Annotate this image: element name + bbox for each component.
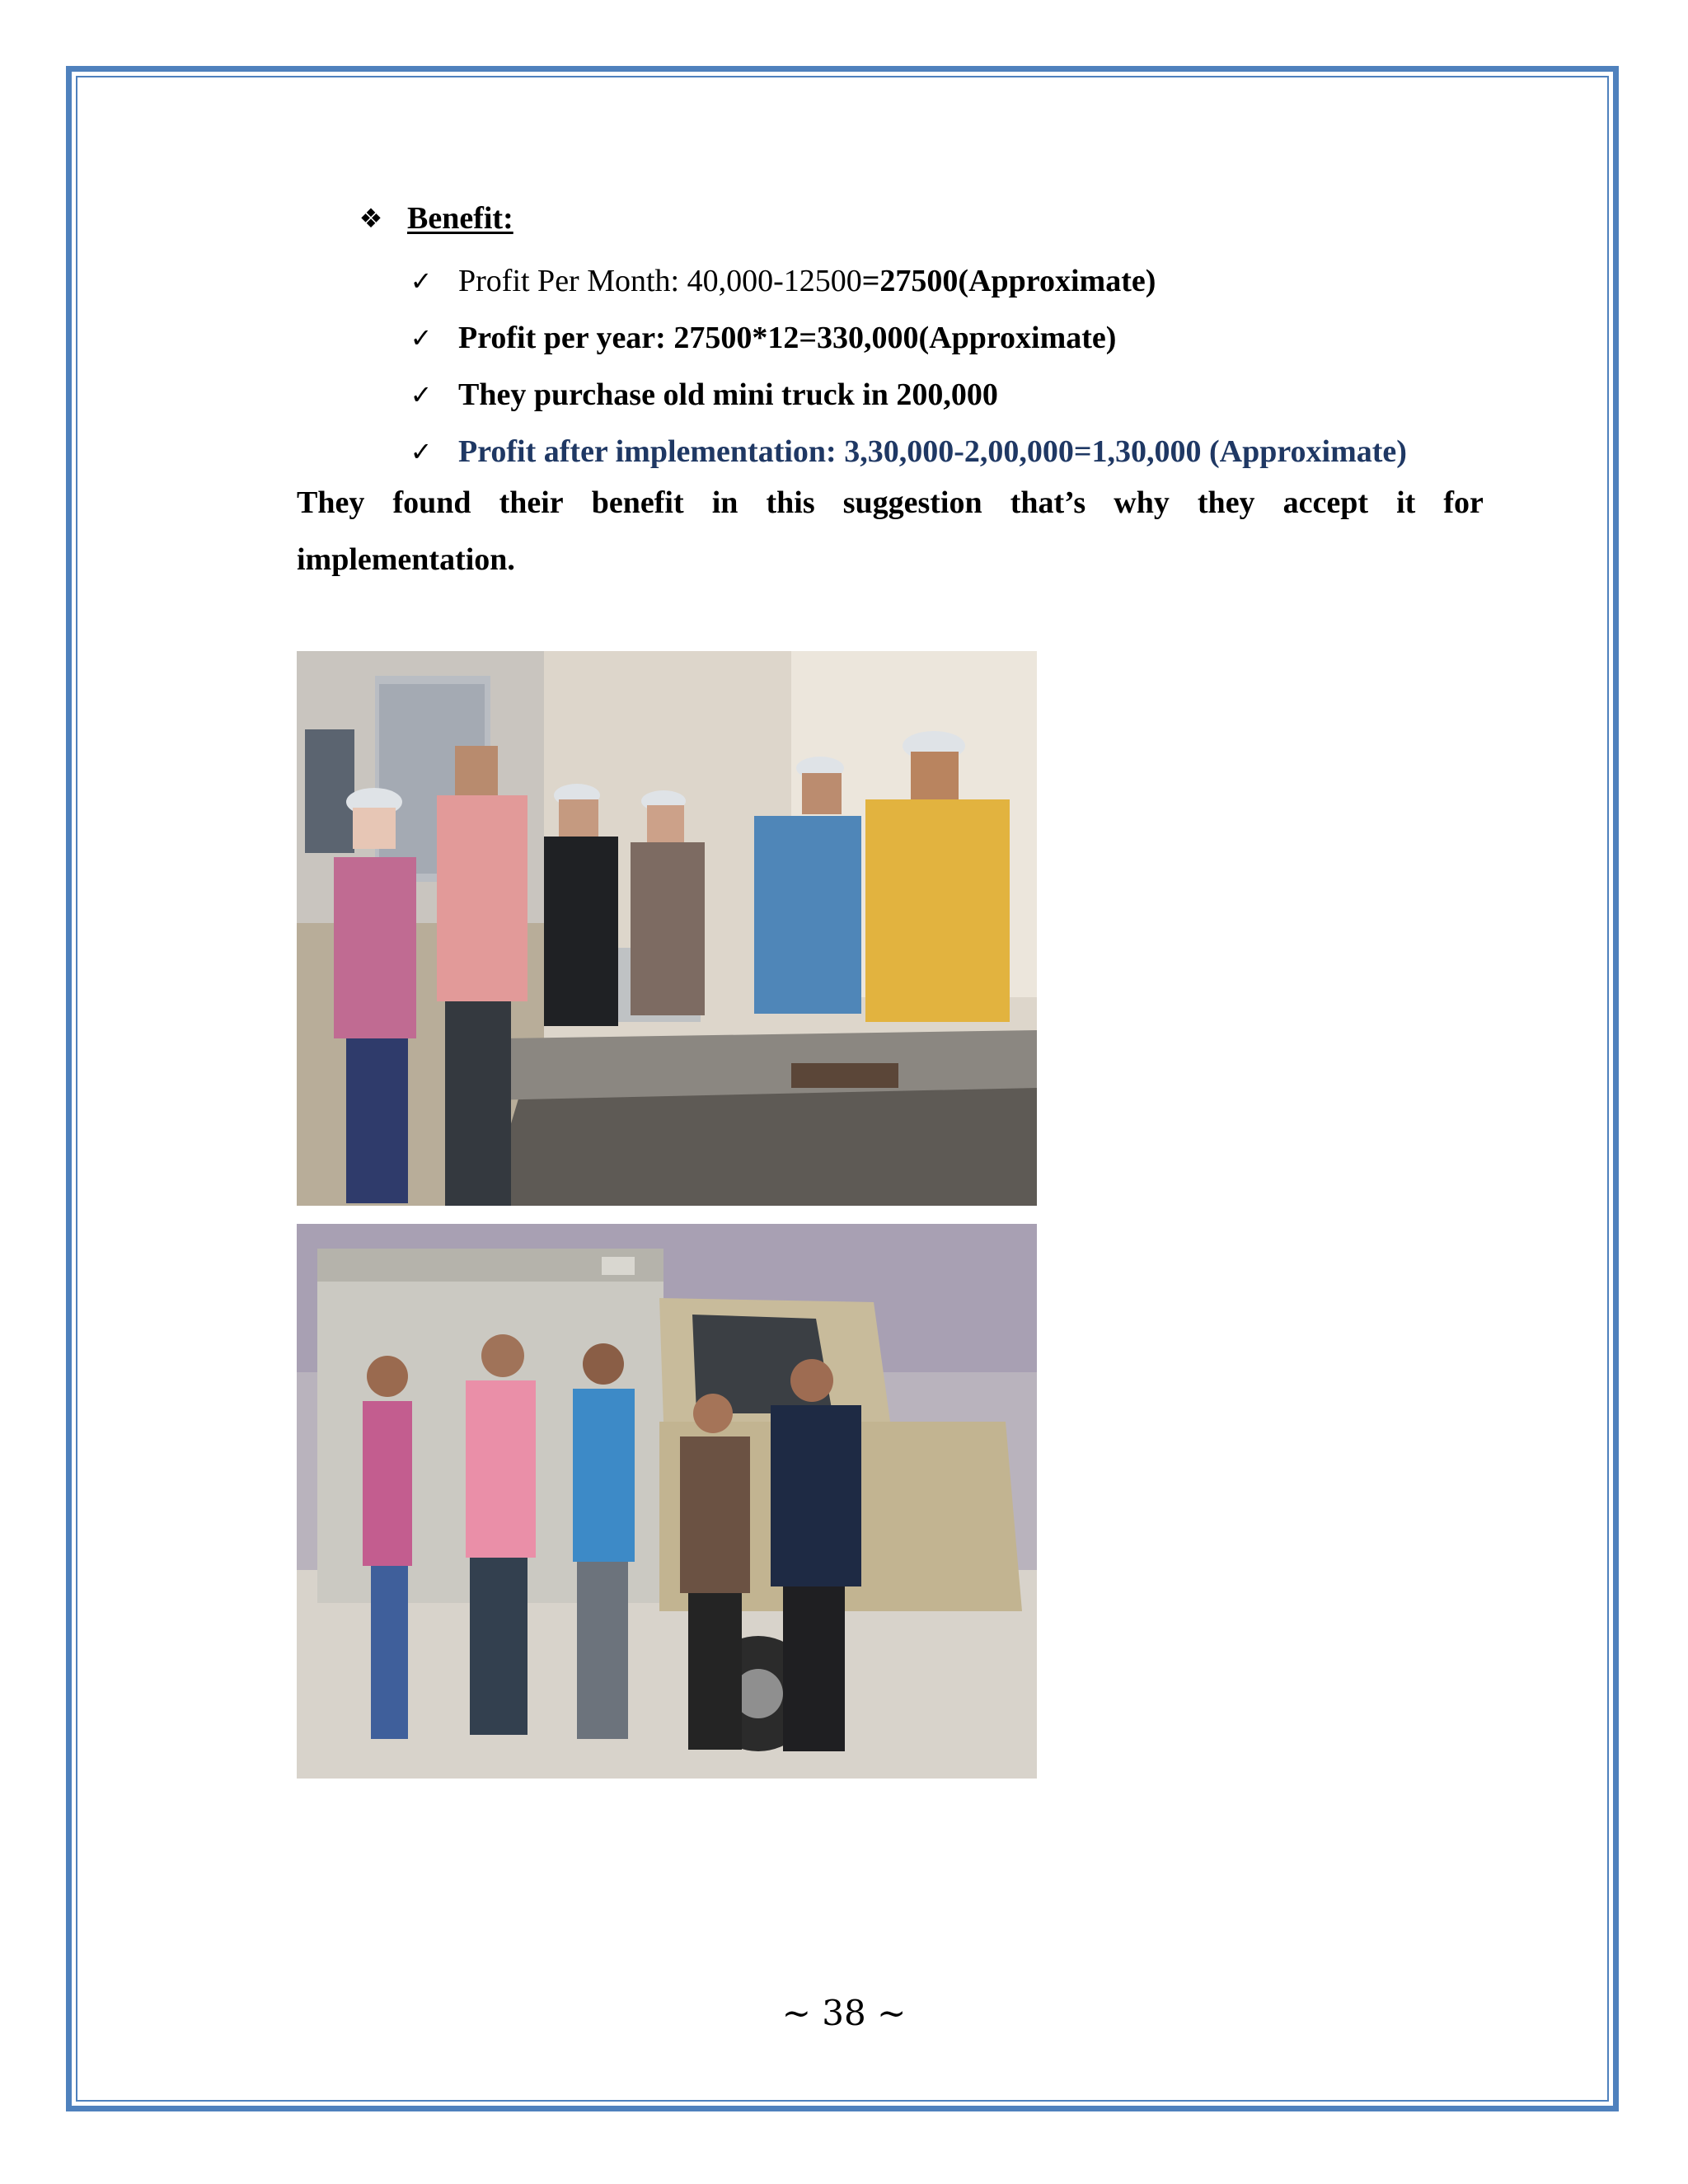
paragraph-word: why bbox=[1114, 485, 1170, 520]
paragraph-word: their bbox=[499, 485, 564, 520]
paragraph-word: They bbox=[297, 485, 365, 520]
team-with-truck-photo bbox=[297, 1224, 1037, 1779]
page-number: ~ 38 ~ bbox=[781, 1993, 907, 2033]
benefit-item-profit-after-implementation bbox=[409, 423, 1407, 480]
paragraph-word: in bbox=[711, 485, 738, 520]
paragraph-word: this bbox=[766, 485, 815, 520]
benefit-item-bold-text: =27500(Approximate) bbox=[861, 263, 1156, 298]
paragraph-line-2: implementation. bbox=[297, 542, 515, 577]
conclusion-paragraph bbox=[297, 475, 1484, 588]
checkmark-icon: ✓ bbox=[410, 378, 433, 410]
benefit-list bbox=[409, 252, 1407, 480]
paragraph-word: for bbox=[1443, 485, 1484, 520]
paragraph-line-1 bbox=[297, 475, 1484, 532]
paragraph-word: it bbox=[1396, 485, 1416, 520]
team-with-machine-photo bbox=[297, 651, 1037, 1206]
paragraph-word: suggestion bbox=[842, 485, 982, 520]
checkmark-icon: ✓ bbox=[410, 321, 433, 354]
checkmark-icon: ✓ bbox=[410, 265, 433, 297]
paragraph-word: that’s bbox=[1010, 485, 1086, 520]
benefit-item-text: Profit Per Month: 40,000-12500 bbox=[458, 263, 862, 298]
benefit-item-profit-per-year bbox=[409, 309, 1407, 366]
diamond-bullet-icon: ❖ bbox=[359, 204, 383, 233]
paragraph-word: accept bbox=[1282, 485, 1369, 520]
paragraph-word: benefit bbox=[591, 485, 684, 520]
paragraph-word: they bbox=[1197, 485, 1255, 520]
team-with-machine-illustration bbox=[297, 651, 1037, 1206]
paragraph-word: found bbox=[392, 485, 471, 520]
benefit-item-bold-text: Profit per year: 27500*12=330,000(Approximate) bbox=[458, 320, 1117, 355]
benefit-item-bold-text: Profit after implementation: 3,30,000-2,00,000=1,30,000 (Approximate) bbox=[458, 434, 1407, 469]
checkmark-icon: ✓ bbox=[410, 435, 433, 467]
benefit-item-bold-text: They purchase old mini truck in 200,000 bbox=[458, 377, 998, 412]
benefit-item-profit-per-month bbox=[409, 252, 1407, 309]
benefit-heading-row bbox=[356, 198, 513, 239]
benefit-item-truck-purchase bbox=[409, 366, 1407, 423]
benefit-heading: Benefit: bbox=[407, 201, 513, 236]
team-with-truck-illustration bbox=[297, 1224, 1037, 1779]
